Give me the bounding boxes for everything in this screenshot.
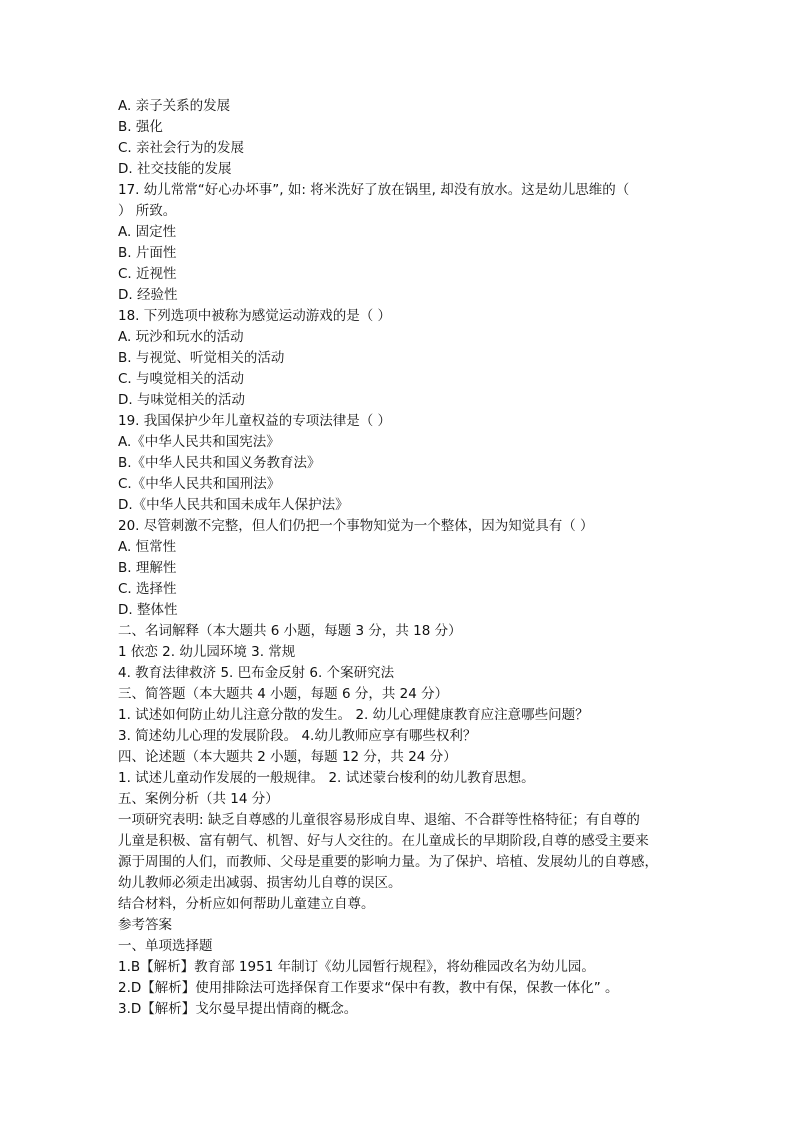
text-line: 1.B【解析】教育部 1951 年制订《幼儿园暂行规程》，将幼稚园改名为幼儿园。 xyxy=(118,959,595,975)
text-line: 4. 教育法律救济 5. 巴布金反射 6. 个案研究法 xyxy=(118,665,395,681)
text-line: 参考答案 xyxy=(118,917,172,933)
text-line: A. 亲子关系的发展 xyxy=(118,98,231,114)
text-line: C. 近视性 xyxy=(118,266,177,282)
text-line: B. 强化 xyxy=(118,119,163,135)
text-line: C.《中华人民共和国刑法》 xyxy=(118,476,281,492)
text-line: D.《中华人民共和国未成年人保护法》 xyxy=(118,497,349,513)
text-line: 2.D【解析】使用排除法可选择保育工作要求“保中有教，教中有保，保教一体化” 。 xyxy=(118,980,619,996)
text-line: 18. 下列选项中被称为感觉运动游戏的是（ ） xyxy=(118,308,392,324)
text-line: 四、论述题（本大题共 2 小题，每题 12 分，共 24 分） xyxy=(118,749,457,765)
text-line: 19. 我国保护少年儿童权益的专项法律是（ ） xyxy=(118,413,392,429)
text-line: A. 固定性 xyxy=(118,224,177,240)
text-line: 一项研究表明: 缺乏自尊感的儿童很容易形成自卑、退缩、不合群等性格特征；有自尊的 xyxy=(118,812,640,828)
text-line: B. 理解性 xyxy=(118,560,177,576)
text-line: 1. 试述儿童动作发展的一般规律。 2. 试述蒙台梭利的幼儿教育思想。 xyxy=(118,770,535,786)
text-line: C. 选择性 xyxy=(118,581,177,597)
text-line: 三、简答题（本大题共 4 小题，每题 6 分，共 24 分） xyxy=(118,686,449,702)
text-line: 一、单项选择题 xyxy=(118,938,213,954)
text-line: 17. 幼儿常常“好心办坏事”, 如: 将米洗好了放在锅里, 却没有放水。这是幼儿思维的（ xyxy=(118,182,630,198)
text-line: 幼儿教师必须走出减弱、损害幼儿自尊的误区。 xyxy=(118,875,402,891)
text-line: 结合材料，分析应如何帮助儿童建立自尊。 xyxy=(118,896,375,912)
text-line: 3.D【解析】戈尔曼早提出情商的概念。 xyxy=(118,1001,358,1017)
text-line: B.《中华人民共和国义务教育法》 xyxy=(118,455,321,471)
text-line: 1. 试述如何防止幼儿注意分散的发生。 2. 幼儿心理健康教育应注意哪些问题？ xyxy=(118,707,589,723)
text-line: 源于周围的人们，而教师、父母是重要的影响力量。为了保护、培植、发展幼儿的自尊感， xyxy=(118,854,658,870)
text-line: D. 社交技能的发展 xyxy=(118,161,232,177)
text-line: D. 整体性 xyxy=(118,602,178,618)
text-line: 五、案例分析（共 14 分） xyxy=(118,791,279,807)
text-line: 二、名词解释（本大题共 6 小题，每题 3 分，共 18 分） xyxy=(118,623,462,639)
text-line: D. 经验性 xyxy=(118,287,178,303)
text-line: A.《中华人民共和国宪法》 xyxy=(118,434,280,450)
text-line: 儿童是积极、富有朝气、机智、好与人交往的。在儿童成长的早期阶段,自尊的感受主要来 xyxy=(118,833,649,849)
text-line: B. 片面性 xyxy=(118,245,177,261)
text-line: C. 与嗅觉相关的活动 xyxy=(118,371,245,387)
text-line: 1 依恋 2. 幼儿园环境 3. 常规 xyxy=(118,644,296,660)
document-page xyxy=(118,96,678,1020)
text-line: 3. 简述幼儿心理的发展阶段。 4.幼儿教师应享有哪些权利？ xyxy=(118,728,477,744)
text-line: A. 恒常性 xyxy=(118,539,177,555)
text-line: 20. 尽管刺激不完整，但人们仍把一个事物知觉为一个整体，因为知觉具有（ ） xyxy=(118,518,594,534)
text-line: D. 与味觉相关的活动 xyxy=(118,392,245,408)
text-line: C. 亲社会行为的发展 xyxy=(118,140,245,156)
text-line: B. 与视觉、听觉相关的活动 xyxy=(118,350,285,366)
text-line: A. 玩沙和玩水的活动 xyxy=(118,329,244,345)
text-line: ） 所致。 xyxy=(118,203,177,219)
